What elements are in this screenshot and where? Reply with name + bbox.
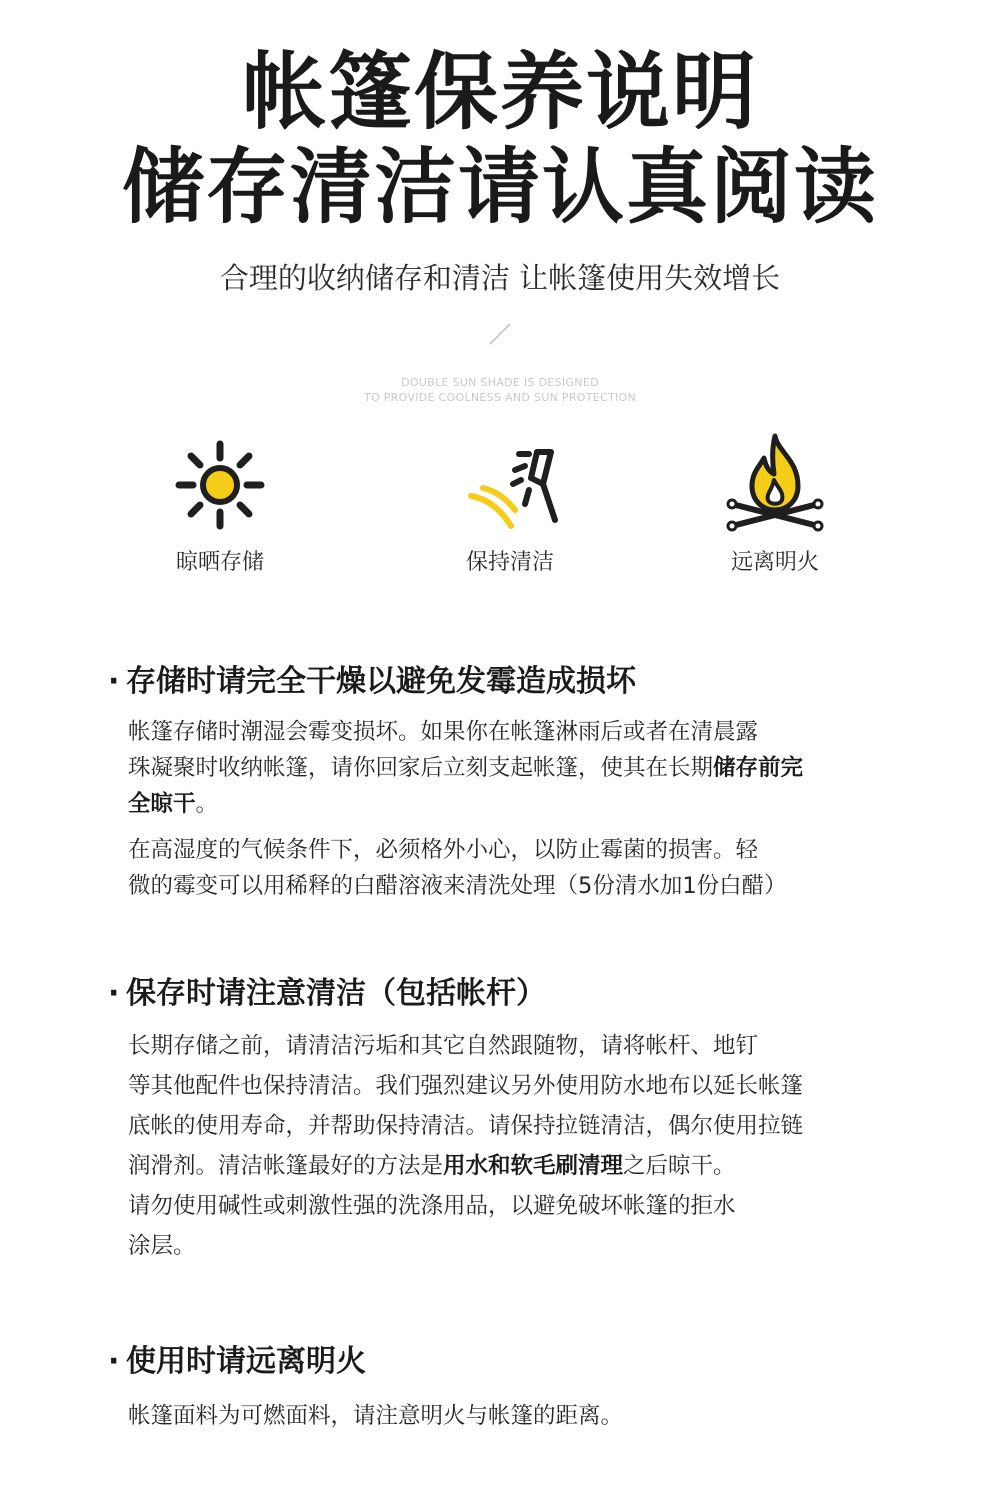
section-paragraph (128, 714, 898, 822)
page-title-line1: 帐篷保养说明 (241, 43, 758, 141)
paragraph-emphasis: 储存前完 (713, 755, 804, 781)
paragraph-text: 润滑剂。清洁帐篷最好的方法是 (128, 1153, 444, 1179)
paragraph-text: 珠凝聚时收纳帐篷，请你回家后立刻支起帐篷，使其在长期 (128, 755, 714, 781)
sun-icon (165, 430, 275, 540)
paragraph-line: 涂层。 (128, 1233, 196, 1259)
section-keep-clean (108, 974, 908, 1266)
section-heading-text: 保存时请注意清洁（包括帐杆） (126, 976, 546, 1011)
paragraph-line: 帐篷存储时潮湿会霉变损坏。如果你在帐篷淋雨后或者在清晨露 (128, 719, 759, 745)
broom-icon (455, 430, 565, 540)
paragraph-line (128, 1146, 898, 1186)
page-subtitle: 合理的收纳储存和清洁 让帐篷使用失效增长 (219, 261, 781, 295)
feature-away-from-fire (675, 430, 875, 578)
bullet-dot: · (108, 1344, 120, 1379)
section-heading (108, 1342, 908, 1382)
paragraph-line: 在高湿度的气候条件下，必须格外小心，以防止霉菌的损害。轻 (128, 837, 759, 863)
paragraph-emphasis: 用水和软毛刷清理 (443, 1153, 624, 1179)
section-dry-storage (108, 662, 908, 904)
section-heading (108, 662, 908, 702)
watermark-line-1: DOUBLE SUN SHADE IS DESIGNED (401, 376, 599, 389)
bullet-dot: · (108, 976, 120, 1011)
feature-keep-clean (410, 430, 610, 578)
paragraph-text: 之后晾干。 (623, 1153, 736, 1179)
section-heading (108, 974, 908, 1014)
section-paragraph (128, 1026, 898, 1266)
feature-sun-storage (120, 430, 320, 578)
paragraph-line (128, 750, 898, 786)
paragraph-line: 帐篷面料为可燃面料，请注意明火与帐篷的距离。 (128, 1403, 624, 1429)
paragraph-line (128, 786, 898, 822)
feature-label: 晾晒存储 (175, 550, 264, 575)
paragraph-line: 等其他配件也保持清洁。我们强烈建议另外使用防水地布以延长帐篷 (128, 1073, 804, 1099)
section-away-from-fire (108, 1342, 908, 1434)
campfire-icon (720, 430, 830, 540)
section-heading-text: 存储时请完全干燥以避免发霉造成损坏 (126, 664, 636, 699)
bullet-dot: · (108, 664, 120, 699)
paragraph-line: 底帐的使用寿命，并帮助保持清洁。请保持拉链清洁，偶尔使用拉链 (128, 1113, 804, 1139)
paragraph-line: 请勿使用碱性或刺激性强的洗涤用品，以避免破坏帐篷的拒水 (128, 1193, 736, 1219)
paragraph-text: 。 (195, 791, 219, 817)
feature-label: 远离明火 (730, 550, 819, 575)
watermark-line-2: TO PROVIDE COOLNESS AND SUN PROTECTION (363, 391, 637, 404)
section-paragraph (128, 1398, 898, 1434)
watermark-text (0, 375, 1000, 405)
paragraph-line: 长期存储之前，请清洁污垢和其它自然跟随物，请将帐杆、地钉 (128, 1033, 759, 1059)
section-heading-text: 使用时请远离明火 (126, 1344, 366, 1379)
feature-label: 保持清洁 (465, 550, 554, 575)
divider-slash (488, 322, 512, 346)
section-paragraph (128, 832, 898, 904)
paragraph-line: 微的霉变可以用稀释的白醋溶液来清洗处理（5份清水加1份白醋） (128, 873, 787, 899)
page-title-line2: 储存清洁请认真阅读 (121, 140, 878, 235)
paragraph-emphasis: 全晾干 (128, 791, 196, 817)
